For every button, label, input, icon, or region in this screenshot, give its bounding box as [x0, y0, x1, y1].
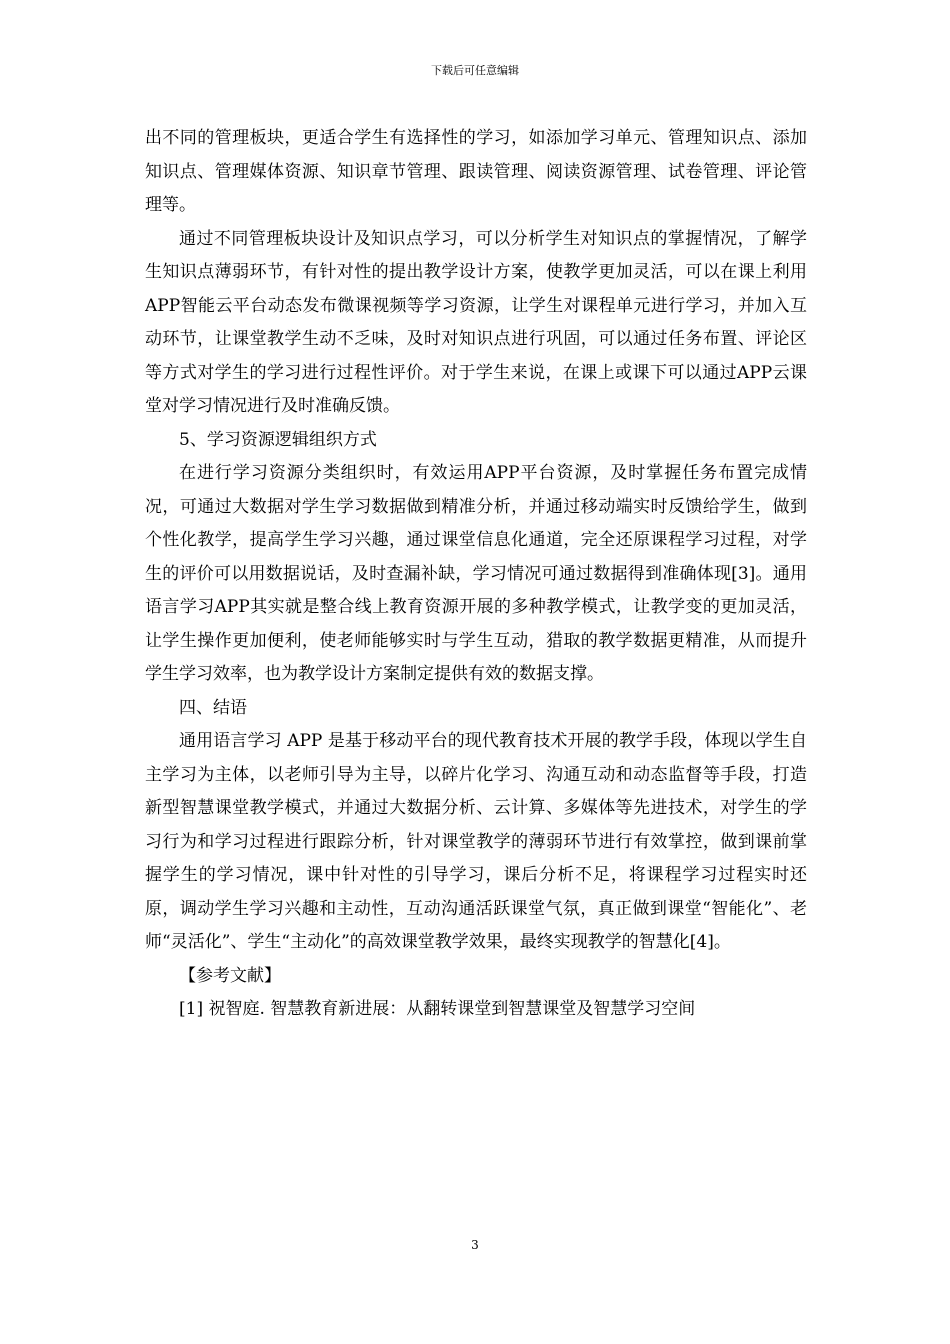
- paragraph-conclusion: 通用语言学习 APP 是基于移动平台的现代教育技术开展的教学手段，体现以学生自主学习为主体，以老师引导为主导，以碎片化学习、沟通互动和动态监督等手段，打造新型智慧课堂教学模式，并通过大数据分析、云计算、多媒体等先进技术，对学生的学习行为和学习过程进行跟踪分析，针对课堂教学的薄弱环节进行有效掌控，做到课前掌握学生的学习情况，课中针对性的引导学习，课后分析不足，将课程学习过程实时还原，调动学生学习兴趣和主动性，互动沟通活跃课堂气氛，真正做到课堂“智能化”、老师“灵活化”、学生“主动化”的高效课堂教学效果，最终实现教学的智慧化[4]。: [145, 731, 807, 952]
- paragraph-management-modules: 出不同的管理板块，更适合学生有选择性的学习，如添加学习单元、管理知识点、添加知识点、管理媒体资源、知识章节管理、跟读管理、阅读资源管理、试卷管理、评论管理等。: [145, 128, 807, 215]
- section-heading-conclusion: 四、结语: [179, 697, 247, 718]
- paragraph-knowledge-analysis: 通过不同管理板块设计及知识点学习，可以分析学生对知识点的掌握情况，了解学生知识点薄弱环节，有针对性的提出教学设计方案，使教学更加灵活，可以在课上利用APP智能云平台动态发布微课视频等学习资源，让学生对课程单元进行学习，并加入互动环节，让课堂教学生动不乏味，及时对知识点进行巩固，可以通过任务布置、评论区等方式对学生的学习进行过程性评价。对于学生来说，在课上或课下可以通过APP云课堂对学习情况进行及时准确反馈。: [145, 228, 807, 416]
- references-heading: 【参考文献】: [179, 965, 281, 986]
- document-body: [145, 122, 807, 1027]
- page-header: 下载后可任意编辑: [431, 64, 519, 77]
- section-heading-resource-organization: 5、学习资源逻辑组织方式: [179, 429, 377, 450]
- paragraph-resource-organization: 在进行学习资源分类组织时，有效运用APP平台资源，及时掌握任务布置完成情况，可通过大数据对学生学习数据做到精准分析，并通过移动端实时反馈给学生，做到个性化教学，提高学生学习兴趣，通过课堂信息化通道，完全还原课程学习过程，对学生的评价可以用数据说话，及时查漏补缺，学习情况可通过数据得到准确体现[3]。通用语言学习APP其实就是整合线上教育资源开展的多种教学模式，让教学变的更加灵活，让学生操作更加便利，使老师能够实时与学生互动，猎取的教学数据更精准，从而提升学生学习效率，也为教学设计方案制定提供有效的数据支撑。: [145, 463, 807, 684]
- page-number: 3: [471, 1238, 479, 1252]
- reference-item-1: [1] 祝智庭. 智慧教育新进展：从翻转课堂到智慧课堂及智慧学习空间: [179, 999, 696, 1019]
